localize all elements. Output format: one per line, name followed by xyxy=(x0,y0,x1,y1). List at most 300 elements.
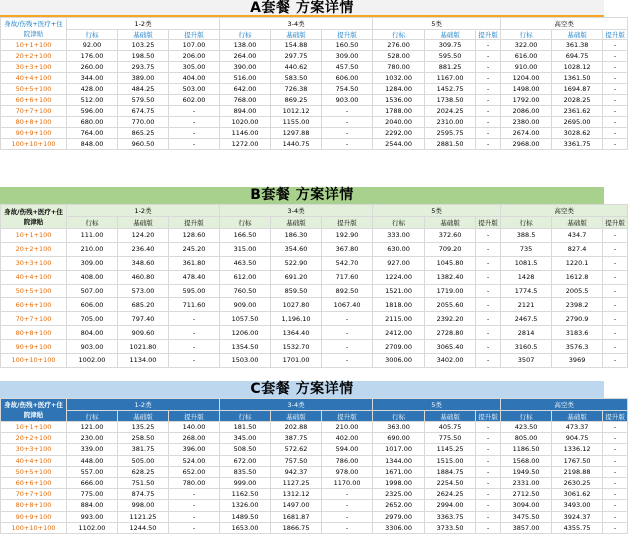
premium-cell: 92.00 xyxy=(67,40,118,51)
table-row xyxy=(1,242,628,256)
version-header: 基础版 xyxy=(425,411,476,422)
premium-cell: 508.50 xyxy=(220,444,271,455)
premium-cell: 2968.00 xyxy=(501,139,552,150)
coverage-cell: 60+6+100 xyxy=(1,477,67,488)
premium-cell: 999.00 xyxy=(220,477,271,488)
premium-cell: 2392.20 xyxy=(425,312,476,326)
premium-cell: 1568.00 xyxy=(501,455,552,466)
premium-cell: 363.00 xyxy=(373,422,425,433)
premium-cell: 2695.00 xyxy=(552,117,603,128)
version-header: 基础版 xyxy=(425,217,476,229)
class-header: 高空类 xyxy=(501,399,628,411)
premium-cell: 260.00 xyxy=(67,62,118,73)
premium-cell: - xyxy=(476,500,501,511)
premium-cell: 606.00 xyxy=(67,298,118,312)
version-header: 提升版 xyxy=(322,217,373,229)
premium-cell: - xyxy=(476,354,501,368)
version-header: 行标 xyxy=(373,411,425,422)
premium-cell: 557.00 xyxy=(67,466,118,477)
premium-cell: 2055.60 xyxy=(425,298,476,312)
premium-cell: - xyxy=(476,84,501,95)
premium-cell: 2361.62 xyxy=(552,106,603,117)
table-row xyxy=(1,117,628,128)
premium-cell: - xyxy=(476,95,501,106)
coverage-cell: 70+7+100 xyxy=(1,489,67,500)
premium-cell: 848.00 xyxy=(67,139,118,150)
premium-cell: - xyxy=(476,40,501,51)
premium-cell: 103.25 xyxy=(118,40,169,51)
version-header: 行标 xyxy=(501,217,552,229)
version-header: 基础版 xyxy=(271,30,322,40)
premium-cell: 2398.2 xyxy=(552,298,603,312)
premium-cell: 1521.00 xyxy=(373,284,425,298)
premium-cell: - xyxy=(603,326,628,340)
premium-cell: 960.50 xyxy=(118,139,169,150)
premium-cell: 186.30 xyxy=(271,229,322,243)
premium-cell: - xyxy=(603,106,628,117)
plan-title: B套餐 方案详情 xyxy=(0,187,604,204)
premium-cell: 3028.62 xyxy=(552,128,603,139)
premium-cell: 904.75 xyxy=(552,433,603,444)
premium-cell: 690.00 xyxy=(373,433,425,444)
premium-cell: - xyxy=(476,511,501,522)
premium-cell: 691.20 xyxy=(271,270,322,284)
premium-cell: 1949.50 xyxy=(501,466,552,477)
version-header: 提升版 xyxy=(169,217,220,229)
premium-cell: 1057.50 xyxy=(220,312,271,326)
premium-cell: 484.25 xyxy=(118,84,169,95)
premium-cell: - xyxy=(603,128,628,139)
table-row xyxy=(1,522,628,533)
premium-cell: - xyxy=(603,312,628,326)
premium-cell: 1244.50 xyxy=(118,522,169,533)
premium-cell: - xyxy=(603,270,628,284)
premium-cell: 884.00 xyxy=(67,500,118,511)
table-row xyxy=(1,284,628,298)
premium-cell: - xyxy=(476,477,501,488)
premium-cell: - xyxy=(603,500,628,511)
table-row xyxy=(1,229,628,243)
premium-cell: 1067.40 xyxy=(322,298,373,312)
premium-cell: - xyxy=(603,466,628,477)
coverage-cell: 30+3+100 xyxy=(1,256,67,270)
premium-cell: 757.50 xyxy=(271,455,322,466)
version-header: 提升版 xyxy=(322,411,373,422)
premium-cell: 1694.87 xyxy=(552,84,603,95)
premium-cell: 1498.00 xyxy=(501,84,552,95)
premium-cell: 717.60 xyxy=(322,270,373,284)
table-row xyxy=(1,312,628,326)
premium-cell: - xyxy=(603,242,628,256)
coverage-cell: 70+7+100 xyxy=(1,312,67,326)
premium-cell: 4355.75 xyxy=(552,522,603,533)
coverage-cell: 90+9+100 xyxy=(1,511,67,522)
premium-cell: 367.80 xyxy=(322,242,373,256)
premium-cell: 2814 xyxy=(501,326,552,340)
version-header: 提升版 xyxy=(169,30,220,40)
premium-table xyxy=(0,204,628,368)
version-header: 行标 xyxy=(373,217,425,229)
premium-cell: 2028.25 xyxy=(552,95,603,106)
premium-cell: 1146.00 xyxy=(220,128,271,139)
premium-cell: 1186.50 xyxy=(501,444,552,455)
version-header: 基础版 xyxy=(552,411,603,422)
premium-cell: 3475.50 xyxy=(501,511,552,522)
premium-cell: - xyxy=(603,433,628,444)
premium-cell: - xyxy=(603,229,628,243)
premium-cell: 894.00 xyxy=(220,106,271,117)
premium-cell: 1102.00 xyxy=(67,522,118,533)
premium-cell: 672.00 xyxy=(220,455,271,466)
premium-cell: 138.00 xyxy=(220,40,271,51)
premium-cell: 1032.00 xyxy=(373,73,425,84)
premium-cell: - xyxy=(169,106,220,117)
premium-cell: 423.50 xyxy=(501,422,552,433)
premium-cell: - xyxy=(169,354,220,368)
premium-cell: - xyxy=(603,40,628,51)
premium-cell: 2310.00 xyxy=(425,117,476,128)
premium-cell: 428.00 xyxy=(67,84,118,95)
table-row xyxy=(1,511,628,522)
premium-cell: 524.00 xyxy=(169,455,220,466)
table-row xyxy=(1,340,628,354)
version-header: 基础版 xyxy=(425,30,476,40)
premium-cell: - xyxy=(476,128,501,139)
coverage-cell: 100+10+100 xyxy=(1,354,67,368)
premium-cell: 1284.00 xyxy=(373,84,425,95)
premium-cell: 751.50 xyxy=(118,477,169,488)
premium-cell: 1653.00 xyxy=(220,522,271,533)
premium-cell: 892.50 xyxy=(322,284,373,298)
coverage-cell: 100+10+100 xyxy=(1,139,67,150)
premium-cell: 881.25 xyxy=(425,62,476,73)
premium-cell: 3493.00 xyxy=(552,500,603,511)
premium-cell: 1020.00 xyxy=(220,117,271,128)
premium-cell: 1612.8 xyxy=(552,270,603,284)
premium-cell: - xyxy=(322,511,373,522)
premium-cell: - xyxy=(476,455,501,466)
premium-cell: 595.00 xyxy=(169,284,220,298)
premium-cell: 909.60 xyxy=(118,326,169,340)
premium-cell: - xyxy=(603,511,628,522)
premium-cell: - xyxy=(169,139,220,150)
premium-cell: 2292.00 xyxy=(373,128,425,139)
premium-cell: 166.50 xyxy=(220,229,271,243)
plan-a-section xyxy=(0,0,625,180)
premium-cell: 3857.00 xyxy=(501,522,552,533)
premium-cell: 1774.5 xyxy=(501,284,552,298)
premium-cell: 2728.80 xyxy=(425,326,476,340)
premium-cell: 460.80 xyxy=(118,270,169,284)
version-header: 行标 xyxy=(67,30,118,40)
premium-cell: 2121 xyxy=(501,298,552,312)
premium-cell: 579.50 xyxy=(118,95,169,106)
version-header: 基础版 xyxy=(271,411,322,422)
premium-cell: 1719.00 xyxy=(425,284,476,298)
premium-cell: 711.60 xyxy=(169,298,220,312)
premium-cell: 3507 xyxy=(501,354,552,368)
premium-cell: 516.00 xyxy=(220,73,271,84)
plan-title: A套餐 方案详情 xyxy=(0,0,604,17)
version-header: 提升版 xyxy=(603,217,628,229)
class-header: 3-4类 xyxy=(220,18,373,30)
premium-cell: 381.75 xyxy=(118,444,169,455)
premium-cell: 616.00 xyxy=(501,51,552,62)
premium-cell: 293.75 xyxy=(118,62,169,73)
premium-cell: 3094.00 xyxy=(501,500,552,511)
premium-cell: 202.88 xyxy=(271,422,322,433)
premium-cell: 3402.00 xyxy=(425,354,476,368)
premium-cell: 1224.00 xyxy=(373,270,425,284)
premium-cell: 1012.12 xyxy=(271,106,322,117)
premium-cell: 361.38 xyxy=(552,40,603,51)
premium-cell: 835.50 xyxy=(220,466,271,477)
premium-cell: - xyxy=(476,489,501,500)
premium-cell: 463.50 xyxy=(220,256,271,270)
table-row xyxy=(1,106,628,117)
premium-cell: 258.50 xyxy=(118,433,169,444)
table-row xyxy=(1,433,628,444)
premium-cell: - xyxy=(322,312,373,326)
premium-cell: 1027.80 xyxy=(271,298,322,312)
class-header: 高空类 xyxy=(501,205,628,217)
premium-cell: 210.00 xyxy=(67,242,118,256)
premium-cell: 1515.00 xyxy=(425,455,476,466)
premium-cell: - xyxy=(169,522,220,533)
premium-cell: 804.00 xyxy=(67,326,118,340)
coverage-column-header: 身故/伤残+医疗+住院津贴 xyxy=(1,205,67,229)
version-header: 提升版 xyxy=(476,30,501,40)
premium-cell: 478.40 xyxy=(169,270,220,284)
premium-cell: - xyxy=(476,229,501,243)
premium-cell: - xyxy=(603,284,628,298)
premium-cell: 642.00 xyxy=(220,84,271,95)
premium-cell: 322.00 xyxy=(501,40,552,51)
premium-cell: 1354.50 xyxy=(220,340,271,354)
premium-cell: 140.00 xyxy=(169,422,220,433)
version-header: 行标 xyxy=(220,30,271,40)
premium-cell: 2325.00 xyxy=(373,489,425,500)
premium-cell: - xyxy=(476,326,501,340)
premium-cell: - xyxy=(603,298,628,312)
premium-cell: - xyxy=(476,312,501,326)
premium-cell: 198.50 xyxy=(118,51,169,62)
version-header: 提升版 xyxy=(603,30,628,40)
premium-cell: 780.00 xyxy=(373,62,425,73)
premium-cell: - xyxy=(603,256,628,270)
premium-cell: 276.00 xyxy=(373,40,425,51)
version-header: 行标 xyxy=(501,411,552,422)
premium-cell: 1134.00 xyxy=(118,354,169,368)
premium-cell: 473.37 xyxy=(552,422,603,433)
premium-cell: 1170.00 xyxy=(322,477,373,488)
premium-cell: 111.00 xyxy=(67,229,118,243)
premium-cell: 2024.25 xyxy=(425,106,476,117)
premium-cell: 2086.00 xyxy=(501,106,552,117)
premium-cell: 1767.50 xyxy=(552,455,603,466)
premium-cell: 998.00 xyxy=(118,500,169,511)
premium-cell: - xyxy=(476,522,501,533)
class-header: 1-2类 xyxy=(67,205,220,217)
coverage-cell: 60+6+100 xyxy=(1,298,67,312)
premium-cell: 754.50 xyxy=(322,84,373,95)
premium-cell: 503.00 xyxy=(169,84,220,95)
premium-cell: 348.60 xyxy=(118,256,169,270)
table-row xyxy=(1,73,628,84)
plan-b-section xyxy=(0,187,625,372)
table-row xyxy=(1,500,628,511)
premium-cell: 2595.75 xyxy=(425,128,476,139)
premium-cell: - xyxy=(603,340,628,354)
premium-cell: - xyxy=(322,522,373,533)
premium-cell: 780.00 xyxy=(169,477,220,488)
premium-cell: - xyxy=(322,354,373,368)
plan-title: C套餐 方案详情 xyxy=(0,381,604,398)
version-header: 提升版 xyxy=(603,411,628,422)
premium-cell: 124.20 xyxy=(118,229,169,243)
premium-cell: 3733.50 xyxy=(425,522,476,533)
premium-cell: 1536.00 xyxy=(373,95,425,106)
coverage-cell: 40+4+100 xyxy=(1,455,67,466)
premium-cell: 1818.00 xyxy=(373,298,425,312)
premium-cell: - xyxy=(603,139,628,150)
premium-cell: 726.38 xyxy=(271,84,322,95)
table-row xyxy=(1,62,628,73)
premium-cell: 1364.40 xyxy=(271,326,322,340)
premium-cell: 1312.12 xyxy=(271,489,322,500)
premium-cell: - xyxy=(169,326,220,340)
premium-cell: - xyxy=(603,489,628,500)
premium-cell: 390.00 xyxy=(220,62,271,73)
premium-cell: 2198.88 xyxy=(552,466,603,477)
premium-cell: - xyxy=(603,522,628,533)
premium-cell: 245.20 xyxy=(169,242,220,256)
premium-cell: 595.50 xyxy=(425,51,476,62)
premium-cell: 522.90 xyxy=(271,256,322,270)
premium-cell: 3306.00 xyxy=(373,522,425,533)
version-header: 行标 xyxy=(220,217,271,229)
table-row xyxy=(1,444,628,455)
premium-cell: - xyxy=(322,106,373,117)
premium-cell: 596.00 xyxy=(67,106,118,117)
version-header: 提升版 xyxy=(322,30,373,40)
table-row xyxy=(1,95,628,106)
coverage-cell: 30+3+100 xyxy=(1,444,67,455)
premium-cell: 1017.00 xyxy=(373,444,425,455)
premium-cell: 927.00 xyxy=(373,256,425,270)
premium-cell: 236.40 xyxy=(118,242,169,256)
premium-cell: 210.00 xyxy=(322,422,373,433)
premium-cell: 1121.25 xyxy=(118,511,169,522)
premium-cell: 3361.75 xyxy=(552,139,603,150)
premium-cell: 978.00 xyxy=(322,466,373,477)
premium-cell: 192.90 xyxy=(322,229,373,243)
class-header: 高空类 xyxy=(501,18,628,30)
coverage-cell: 80+8+100 xyxy=(1,500,67,511)
premium-cell: - xyxy=(322,128,373,139)
premium-cell: 268.00 xyxy=(169,433,220,444)
coverage-cell: 20+2+100 xyxy=(1,242,67,256)
premium-cell: - xyxy=(322,139,373,150)
premium-cell: 345.00 xyxy=(220,433,271,444)
premium-cell: - xyxy=(169,340,220,354)
premium-cell: 2881.50 xyxy=(425,139,476,150)
plan-c-section xyxy=(0,381,625,549)
premium-cell: 1220.1 xyxy=(552,256,603,270)
class-header: 1-2类 xyxy=(67,399,220,411)
premium-cell: 2467.5 xyxy=(501,312,552,326)
premium-cell: 666.00 xyxy=(67,477,118,488)
premium-cell: 507.00 xyxy=(67,284,118,298)
premium-cell: 1792.00 xyxy=(501,95,552,106)
premium-cell: 135.25 xyxy=(118,422,169,433)
premium-cell: 372.60 xyxy=(425,229,476,243)
premium-cell: 705.00 xyxy=(67,312,118,326)
premium-cell: 909.00 xyxy=(220,298,271,312)
premium-cell: 2380.00 xyxy=(501,117,552,128)
premium-cell: 528.00 xyxy=(373,51,425,62)
premium-cell: - xyxy=(322,500,373,511)
premium-cell: - xyxy=(603,95,628,106)
premium-cell: 1028.12 xyxy=(552,62,603,73)
version-header: 行标 xyxy=(67,217,118,229)
premium-cell: 3363.75 xyxy=(425,511,476,522)
coverage-column-header: 身故/伤残+医疗+住院津贴 xyxy=(1,18,67,40)
premium-cell: 154.88 xyxy=(271,40,322,51)
premium-cell: 1145.25 xyxy=(425,444,476,455)
premium-cell: 2115.00 xyxy=(373,312,425,326)
premium-cell: 3969 xyxy=(552,354,603,368)
premium-cell: 3006.00 xyxy=(373,354,425,368)
version-header-row xyxy=(1,217,628,229)
premium-cell: 1701.00 xyxy=(271,354,322,368)
premium-cell: 354.60 xyxy=(271,242,322,256)
premium-cell: 910.00 xyxy=(501,62,552,73)
table-row xyxy=(1,455,628,466)
premium-cell: 408.00 xyxy=(67,270,118,284)
premium-cell: 1081.5 xyxy=(501,256,552,270)
premium-cell: 865.25 xyxy=(118,128,169,139)
coverage-cell: 100+10+100 xyxy=(1,522,67,533)
premium-table xyxy=(0,398,628,534)
premium-cell: 309.75 xyxy=(425,40,476,51)
premium-cell: 1361.50 xyxy=(552,73,603,84)
premium-cell: 680.00 xyxy=(67,117,118,128)
premium-cell: 1428 xyxy=(501,270,552,284)
version-header: 基础版 xyxy=(118,30,169,40)
premium-cell: 230.00 xyxy=(67,433,118,444)
version-header-row xyxy=(1,30,628,40)
premium-cell: 264.00 xyxy=(220,51,271,62)
premium-cell: 1866.75 xyxy=(271,522,322,533)
premium-cell: 297.75 xyxy=(271,51,322,62)
premium-cell: 775.00 xyxy=(67,489,118,500)
version-header: 提升版 xyxy=(476,217,501,229)
coverage-cell: 50+5+100 xyxy=(1,284,67,298)
premium-cell: 2624.25 xyxy=(425,489,476,500)
version-header: 基础版 xyxy=(552,30,603,40)
table-row xyxy=(1,270,628,284)
coverage-cell: 80+8+100 xyxy=(1,117,67,128)
version-header-row xyxy=(1,411,628,422)
premium-cell: 2544.00 xyxy=(373,139,425,150)
version-header: 提升版 xyxy=(169,411,220,422)
version-header: 基础版 xyxy=(271,217,322,229)
coverage-cell: 70+7+100 xyxy=(1,106,67,117)
premium-cell: 1127.25 xyxy=(271,477,322,488)
premium-cell: 389.00 xyxy=(118,73,169,84)
premium-cell: 387.75 xyxy=(271,433,322,444)
